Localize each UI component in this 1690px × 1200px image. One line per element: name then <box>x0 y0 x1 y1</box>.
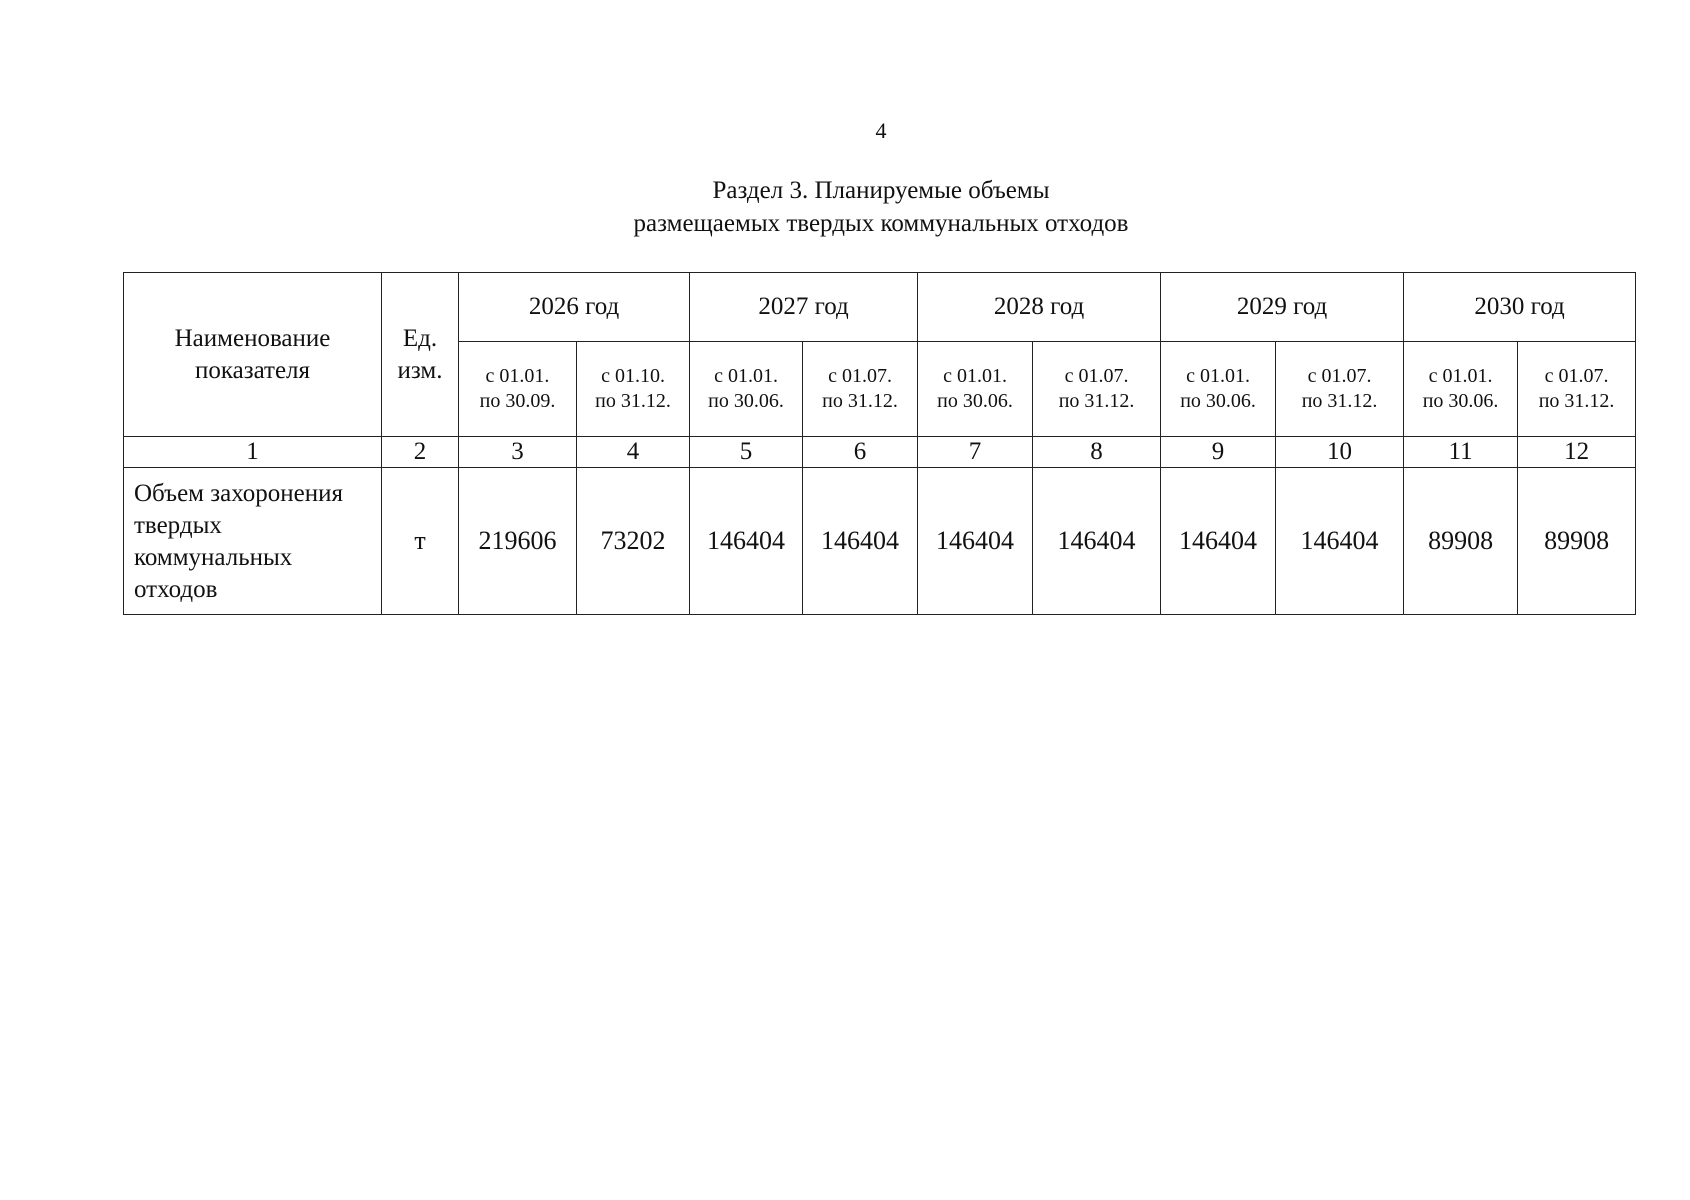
period-end: по 31.12. <box>1538 390 1615 412</box>
period-start: с 01.01. <box>943 365 1007 387</box>
header-indicator-name <box>124 273 382 437</box>
row-value-cell: 89908 <box>1518 468 1636 615</box>
row-value-cell: 146404 <box>1161 468 1276 615</box>
row-value-cell: 89908 <box>1404 468 1518 615</box>
header-indicator-name-line-2: показателя <box>194 356 311 384</box>
row-unit: т <box>382 468 459 615</box>
section-title <box>0 174 1690 240</box>
row-indicator-name-line: твердых <box>134 512 222 539</box>
header-unit-line-2: изм. <box>397 356 443 384</box>
table-row <box>124 468 1636 615</box>
row-indicator-name-line: коммунальных <box>134 544 293 571</box>
column-number: 2 <box>382 437 459 468</box>
header-period <box>1404 342 1518 437</box>
section-title-line-1: Раздел 3. Планируемые объемы <box>712 177 1050 204</box>
period-start: с 01.01. <box>1186 365 1250 387</box>
header-period <box>577 342 690 437</box>
period-end: по 31.12. <box>1301 390 1378 412</box>
row-value-cell: 146404 <box>803 468 918 615</box>
column-number: 12 <box>1518 437 1636 468</box>
header-year-2027: 2027 год <box>690 273 918 342</box>
period-end: по 30.06. <box>937 390 1013 412</box>
header-period <box>803 342 918 437</box>
row-value-cell: 73202 <box>577 468 690 615</box>
period-end: по 31.12. <box>822 390 898 412</box>
column-number-row <box>124 437 1636 468</box>
row-value-cell: 146404 <box>1033 468 1161 615</box>
header-period <box>459 342 577 437</box>
header-unit <box>382 273 459 437</box>
column-number: 9 <box>1161 437 1276 468</box>
column-number: 6 <box>803 437 918 468</box>
header-year-2029: 2029 год <box>1161 273 1404 342</box>
header-period <box>1276 342 1404 437</box>
column-number: 1 <box>124 437 382 468</box>
header-period <box>1033 342 1161 437</box>
row-value-cell: 146404 <box>690 468 803 615</box>
period-start: с 01.07. <box>1544 365 1609 387</box>
column-number: 7 <box>918 437 1033 468</box>
header-period <box>918 342 1033 437</box>
row-indicator-name-line: Объем захоронения <box>134 480 343 507</box>
header-year-2026: 2026 год <box>459 273 690 342</box>
column-number: 5 <box>690 437 803 468</box>
row-value-cell: 219606 <box>459 468 577 615</box>
period-start: с 01.01. <box>485 365 550 387</box>
header-indicator-name-line-1: Наименование <box>174 324 331 352</box>
header-year-2030: 2030 год <box>1404 273 1636 342</box>
header-year-2028: 2028 год <box>918 273 1161 342</box>
period-end: по 30.09. <box>479 390 556 412</box>
column-number: 8 <box>1033 437 1161 468</box>
period-end: по 31.12. <box>595 390 671 412</box>
column-number: 11 <box>1404 437 1518 468</box>
header-period <box>1161 342 1276 437</box>
period-end: по 30.06. <box>708 390 784 412</box>
period-start: с 01.07. <box>1064 365 1129 387</box>
column-number: 10 <box>1276 437 1404 468</box>
header-row-years <box>124 273 1636 342</box>
period-start: с 01.01. <box>1428 365 1493 387</box>
period-start: с 01.10. <box>601 365 665 387</box>
page-number: 4 <box>875 118 887 143</box>
section-title-line-2: размещаемых твердых коммунальных отходов <box>633 210 1129 237</box>
header-period <box>1518 342 1636 437</box>
row-indicator-name <box>124 468 382 615</box>
row-value-cell: 146404 <box>1276 468 1404 615</box>
header-unit-line-1: Ед. <box>402 324 438 352</box>
period-start: с 01.07. <box>828 365 892 387</box>
row-value-cell: 146404 <box>918 468 1033 615</box>
column-number: 4 <box>577 437 690 468</box>
period-end: по 30.06. <box>1422 390 1499 412</box>
period-end: по 31.12. <box>1058 390 1135 412</box>
header-period <box>690 342 803 437</box>
row-indicator-name-line: отходов <box>134 576 218 603</box>
column-number: 3 <box>459 437 577 468</box>
planned-volumes-table <box>123 272 1636 615</box>
period-end: по 30.06. <box>1180 390 1256 412</box>
period-start: с 01.07. <box>1307 365 1372 387</box>
period-start: с 01.01. <box>714 365 778 387</box>
